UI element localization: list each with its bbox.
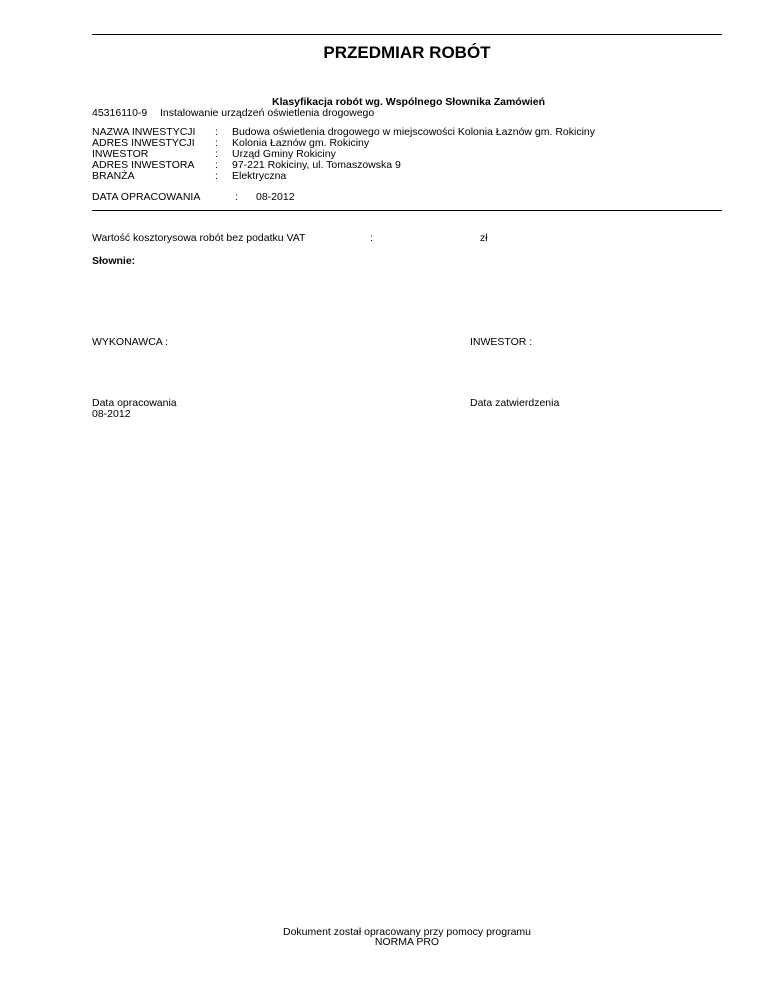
top-rule bbox=[92, 34, 722, 35]
estimate-currency: zł bbox=[480, 232, 488, 244]
footer-line-2: NORMA PRO bbox=[374, 936, 440, 948]
estimate-value-label: Wartość kosztorysowa robót bez podatku VAT bbox=[92, 232, 306, 244]
classification-code: 45316110-9 bbox=[92, 107, 148, 119]
preparation-date-value: 08-2012 bbox=[256, 191, 295, 203]
investment-name-value: Budowa oświetlenia drogowego w miejscowości Kolonia Łaznów gm. Rokiciny bbox=[232, 126, 596, 138]
footer-line-1: Dokument został opracowany przy pomocy programu bbox=[282, 926, 532, 938]
info-separator: : bbox=[215, 126, 218, 138]
investment-name-label: NAZWA INWESTYCJI bbox=[92, 126, 196, 138]
info-separator: : bbox=[215, 148, 218, 160]
investor-value: Urząd Gminy Rokiciny bbox=[232, 148, 336, 160]
page-title: PRZEDMIAR ROBÓT bbox=[323, 43, 491, 62]
contractor-label: WYKONAWCA : bbox=[92, 336, 169, 348]
classification-heading: Klasyfikacja robót wg. Wspólnego Słownika Zamówień bbox=[272, 96, 546, 108]
preparation-date-separator: : bbox=[235, 191, 238, 203]
approval-date-label: Data zatwierdzenia bbox=[470, 397, 560, 409]
in-words-label: Słownie: bbox=[92, 255, 136, 267]
investor-label: INWESTOR bbox=[92, 148, 149, 160]
branch-label: BRANŻA bbox=[92, 170, 135, 182]
investor-signature-label: INWESTOR : bbox=[470, 336, 533, 348]
preparation-date-label: DATA OPRACOWANIA bbox=[92, 191, 201, 203]
branch-value: Elektryczna bbox=[232, 170, 287, 182]
info-separator: : bbox=[215, 159, 218, 171]
info-separator: : bbox=[215, 137, 218, 149]
info-separator: : bbox=[215, 170, 218, 182]
prep-date-label: Data opracowania bbox=[92, 397, 177, 409]
investor-address-label: ADRES INWESTORA bbox=[92, 159, 195, 171]
investment-address-value: Kolonia Łaznów gm. Rokiciny bbox=[232, 137, 370, 149]
middle-rule bbox=[92, 210, 722, 211]
investor-address-value: 97-221 Rokiciny, ul. Tomaszowska 9 bbox=[232, 159, 401, 171]
prep-date-value: 08-2012 bbox=[92, 408, 131, 420]
estimate-value-separator: : bbox=[370, 232, 373, 244]
investment-address-label: ADRES INWESTYCJI bbox=[92, 137, 195, 149]
classification-description: Instalowanie urządzeń oświetlenia drogowego bbox=[160, 107, 375, 119]
